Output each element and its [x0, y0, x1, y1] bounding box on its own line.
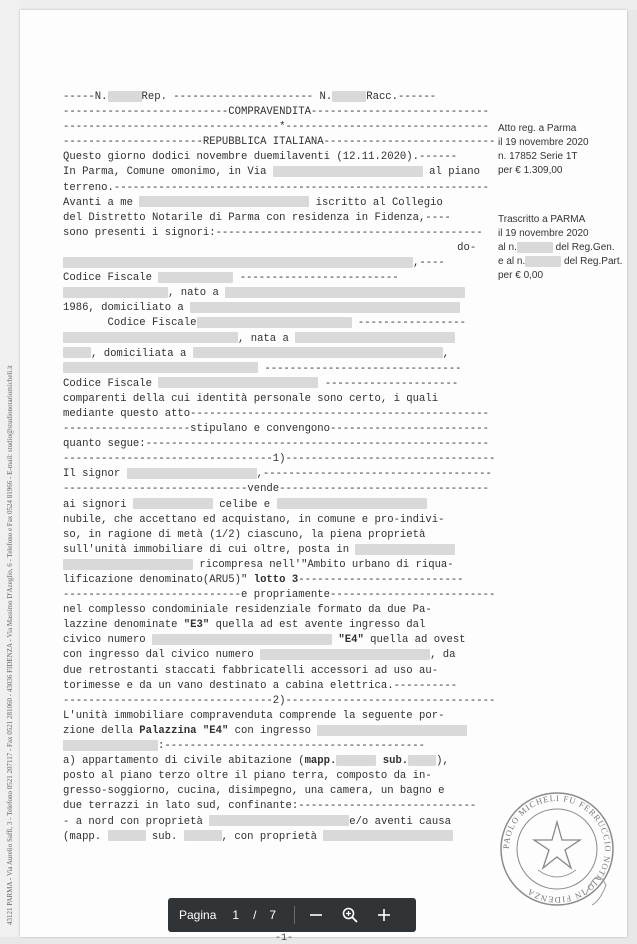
- deed-line: [63, 769, 493, 784]
- page-label: Pagina: [179, 908, 217, 922]
- deed-line-text: con ingresso: [228, 724, 318, 737]
- deed-line-text: ,: [442, 347, 450, 360]
- deed-line-text: a) appartamento di civile abitazione (: [63, 755, 305, 768]
- redaction-block: [63, 740, 158, 751]
- redaction-block: [63, 559, 193, 570]
- deed-line-text: ----------------------------------*--------------------------------: [63, 121, 489, 134]
- registration-line: per € 1.309,00: [498, 165, 563, 176]
- deed-line-text: Codice Fiscale: [63, 272, 159, 285]
- deed-line: [63, 120, 493, 135]
- deed-line-text: nel complesso condominiale residenziale formato da due Pa-: [63, 604, 432, 617]
- transcription-line: [498, 269, 623, 283]
- deed-text: [63, 90, 496, 845]
- deed-line: [63, 754, 493, 769]
- zoom-button[interactable]: [333, 898, 367, 932]
- deed-line: [63, 543, 493, 558]
- redaction-block: [158, 377, 318, 388]
- deed-line: [63, 588, 496, 603]
- deed-line: [63, 784, 493, 799]
- deed-line-text: iscritto al Collegio: [309, 196, 443, 209]
- deed-line: [63, 799, 493, 814]
- deed-line: [63, 467, 493, 482]
- transcription-line: [498, 241, 623, 255]
- redaction-block: [332, 91, 366, 102]
- deed-line: [63, 452, 496, 467]
- deed-line: [63, 558, 493, 573]
- deed-line-text: ---------------------------------2)---------------------------------: [63, 694, 496, 707]
- deed-line-text: --------------------------: [298, 574, 464, 586]
- deed-line: [63, 815, 493, 830]
- redaction-block: [127, 468, 257, 479]
- deed-line: [63, 150, 493, 165]
- deed-line: [63, 603, 493, 618]
- transcription-line-text: del Reg.Gen.: [552, 242, 615, 253]
- deed-line: [63, 830, 493, 845]
- deed-line-text: ricompresa nell'"Ambito urbano di riqua-: [193, 558, 454, 571]
- pdf-toolbar: [168, 898, 416, 932]
- redaction-block: [139, 196, 309, 207]
- redaction-block: [197, 317, 352, 328]
- deed-line: [63, 347, 493, 362]
- deed-line: [63, 618, 493, 633]
- deed-line: [63, 724, 493, 739]
- redaction-block: [193, 347, 443, 358]
- deed-line-bold-text: mapp.: [304, 755, 337, 768]
- deed-line-text: In Parma, Comune omonimo, in Via: [63, 166, 273, 179]
- deed-line-bold-text: sub.: [382, 755, 409, 768]
- deed-line-text: , nata a: [238, 332, 296, 345]
- transcription-line-text: per € 0,00: [498, 270, 544, 281]
- redaction-block: [336, 755, 376, 766]
- deed-line: [63, 181, 493, 196]
- redaction-block: [273, 166, 423, 177]
- deed-line-text: :-----------------------------------------: [158, 740, 426, 753]
- transcription-line-text: del Reg.Part.: [561, 256, 623, 267]
- deed-line-text: zione della: [63, 724, 140, 737]
- deed-line-text: sub.: [145, 830, 184, 843]
- deed-line: [63, 664, 493, 679]
- total-pages: 7: [269, 908, 277, 922]
- deed-line-text: comparenti della cui identità personale sono certo, i quali: [63, 392, 439, 405]
- deed-line: [63, 392, 493, 407]
- minus-icon: [309, 908, 323, 922]
- deed-line: [63, 498, 493, 513]
- transcription-line-text: al n.: [498, 242, 517, 253]
- deed-line-bold-text: Palazzina "E4": [139, 724, 229, 737]
- redaction-block: [152, 634, 332, 645]
- deed-line-text: quanto segue:------------------------------------------------------: [63, 438, 489, 451]
- deed-line-bold-text: "E3": [183, 619, 210, 632]
- deed-line-text: lazzine denominate: [63, 619, 184, 632]
- transcription-line-text: Trascritto a PARMA: [498, 214, 586, 225]
- deed-line-text: Rep. ---------------------- N.: [141, 91, 333, 103]
- redaction-block: [63, 362, 258, 373]
- redaction-block: [63, 347, 91, 358]
- deed-line-text: -----------------------------vende---------------------------------: [63, 483, 489, 496]
- transcription-line-text: e al n.: [498, 256, 526, 267]
- deed-line: [63, 241, 493, 256]
- deed-line-text: lificazione denominato(ARU5)": [63, 574, 254, 586]
- deed-line-text: con ingresso dal civico numero: [63, 649, 261, 662]
- redaction-block: [295, 332, 455, 343]
- deed-line: [63, 362, 493, 377]
- deed-line: [63, 332, 493, 347]
- deed-line-text: Il signor: [63, 468, 127, 481]
- deed-line-text: Avanti a me: [63, 196, 140, 209]
- deed-line-text: so, in ragione di metà (1/2) ciascuno, la piena proprietà: [63, 528, 426, 541]
- deed-line: [63, 316, 493, 331]
- page-separator: /: [253, 908, 257, 922]
- notary-seal: [498, 790, 616, 908]
- deed-line-text: torimesse e da un vano destinato a cabina elettrica.----------: [63, 679, 458, 692]
- transcription-line: [498, 227, 623, 241]
- deed-line-text: , da: [430, 649, 456, 662]
- zoom-out-button[interactable]: [299, 898, 333, 932]
- zoom-in-button[interactable]: [367, 898, 401, 932]
- plus-icon: [377, 908, 391, 922]
- deed-line-text: --------------------stipulano e convengono-------------------------: [63, 423, 489, 436]
- current-page-input[interactable]: 1: [232, 908, 240, 922]
- deed-line-text: , nato a: [168, 287, 226, 300]
- redaction-block: [108, 830, 146, 841]
- redaction-block: [277, 498, 427, 509]
- deed-line-text: gresso-soggiorno, cucina, disimpegno, una camera, un bagno e: [63, 785, 445, 798]
- deed-line-text: due retrostanti staccati fabbricatelli accessori ad uso au-: [63, 664, 439, 677]
- deed-line-text: - a nord con proprietà: [63, 815, 210, 828]
- redaction-block: [408, 755, 436, 766]
- deed-line: [63, 648, 493, 663]
- deed-line-text: -------------------------------: [258, 362, 462, 375]
- page-marker: -1-: [275, 933, 294, 944]
- deed-line-text: sono presenti i signori:------------------------------------------: [63, 226, 483, 239]
- deed-line-text: -----N.: [63, 91, 108, 103]
- redaction-block: [133, 498, 213, 509]
- redaction-block: [517, 242, 553, 253]
- left-strip: [0, 0, 20, 937]
- deed-line: [63, 377, 493, 392]
- deed-line: [63, 513, 493, 528]
- letterhead-side-text: 43121 PARMA - Via Aurelio Saffi, 3 - Telefono 0521 207117 - Fax 0521 281060 - 43036 FIDENZA - Via Massimo D'Azeglio, 6 - Telefono e Fax 0524 81966 - E-mail: studio@studionotariomicheli.it: [6, 364, 14, 925]
- registration-line: Atto reg. a Parma: [498, 123, 577, 134]
- deed-line-text: quella ad est avente ingresso dal: [209, 619, 426, 632]
- transcription-line: [498, 255, 623, 269]
- deed-line: [63, 633, 493, 648]
- deed-line: [63, 286, 493, 301]
- transcription-line-text: il 19 novembre 2020: [498, 228, 589, 239]
- deed-line-text: L'unità immobiliare compravenduta comprende la seguente por-: [63, 709, 445, 722]
- deed-line-text: (mapp.: [63, 830, 108, 843]
- deed-line-text: -----------------: [351, 317, 466, 330]
- deed-line-text: ai signori: [63, 498, 133, 511]
- redaction-block: [190, 302, 460, 313]
- deed-line: [63, 573, 493, 588]
- deed-line-text: Codice Fiscale: [63, 377, 159, 390]
- deed-line-text: mediante questo atto-----------------------------------------------: [63, 407, 489, 420]
- transcription-note: [498, 213, 623, 283]
- zoom-icon: [342, 907, 358, 923]
- deed-line: [63, 211, 493, 226]
- deed-line: [63, 135, 496, 150]
- deed-line-text: -------------------------: [233, 272, 399, 285]
- deed-line: [63, 226, 493, 241]
- registration-note: [498, 122, 623, 178]
- deed-line-text: terreno.-----------------------------------------------------------: [63, 181, 489, 194]
- deed-line: [63, 301, 493, 316]
- deed-line-text: ----------------------REPUBBLICA ITALIANA---------------------------: [63, 136, 496, 149]
- deed-line: [63, 528, 493, 543]
- deed-line-text: ),: [436, 755, 449, 768]
- deed-line-text: ---------------------------------1)---------------------------------: [63, 453, 496, 466]
- deed-line: [63, 437, 493, 452]
- deed-line: [63, 679, 493, 694]
- transcription-line: [498, 213, 623, 227]
- deed-line: [63, 196, 493, 211]
- registration-line: n. 17852 Serie 1T: [498, 151, 578, 162]
- deed-line: [63, 694, 496, 709]
- redaction-block: [317, 725, 467, 736]
- deed-line-text: civico numero: [63, 634, 153, 647]
- deed-line: [63, 709, 493, 724]
- deed-line-text: , con proprietà: [221, 830, 324, 843]
- redaction-block: [63, 287, 168, 298]
- redaction-block: [209, 815, 349, 826]
- deed-line-text: del Distretto Notarile di Parma con residenza in Fidenza,----: [63, 211, 451, 224]
- redaction-block: [108, 91, 142, 102]
- redaction-block: [63, 257, 413, 268]
- deed-line-text: celibe e: [212, 498, 277, 511]
- deed-line-text: --------------------------COMPRAVENDITA----------------------------: [63, 106, 489, 119]
- deed-line: [63, 256, 493, 271]
- deed-line: [63, 739, 493, 754]
- redaction-block: [225, 287, 465, 298]
- deed-line-text: Racc.------: [366, 91, 437, 103]
- toolbar-divider: [294, 906, 295, 924]
- deed-line: [63, 407, 493, 422]
- deed-line-text: posto al piano terzo oltre il piano terra, composto da in-: [63, 770, 432, 783]
- redaction-block: [63, 332, 238, 343]
- deed-line-bold-text: lotto 3: [253, 574, 299, 586]
- deed-line-text: al piano: [422, 166, 481, 179]
- redaction-block: [184, 830, 222, 841]
- deed-line-text: sull'unità immobiliare di cui oltre, posta in: [63, 543, 356, 556]
- deed-line: [63, 482, 493, 497]
- redaction-block: [355, 544, 455, 555]
- deed-line-text: ,------------------------------------: [256, 468, 492, 481]
- deed-line-text: ---------------------: [318, 377, 459, 390]
- redaction-block: [260, 649, 430, 660]
- deed-line: [63, 105, 493, 120]
- deed-line-text: ----------------------------e propriamente--------------------------: [63, 589, 496, 602]
- deed-line: [63, 271, 493, 286]
- redaction-block: [525, 256, 561, 267]
- deed-line-text: due terrazzi in lato sud, confinante:----------------------------: [63, 800, 477, 813]
- deed-line: [63, 422, 493, 437]
- deed-line-text: nubile, che accettano ed acquistano, in comune e pro-indivi-: [63, 513, 445, 526]
- registration-line: il 19 novembre 2020: [498, 137, 589, 148]
- redaction-block: [158, 272, 233, 283]
- deed-line-text: 1986, domiciliato a: [63, 302, 191, 315]
- deed-line-text: Questo giorno dodici novembre duemilaventi (12.11.2020).------: [63, 151, 458, 164]
- deed-line-bold-text: "E4": [338, 634, 364, 647]
- deed-line-text: ,----: [413, 257, 445, 270]
- deed-line: [63, 90, 493, 105]
- deed-line-text: quella ad ovest: [363, 634, 466, 647]
- redaction-block: [323, 830, 453, 841]
- svg-text:PAOLO MICHELI FU FERRUCCIO NOT: PAOLO MICHELI FU FERRUCCIO NOTAIO IN FIDENZA: [500, 792, 614, 906]
- deed-line-text: do-: [63, 241, 477, 254]
- deed-line-text: Codice Fiscale: [63, 317, 197, 330]
- deed-line-text: , domiciliata a: [91, 347, 193, 360]
- deed-line: [63, 165, 493, 180]
- top-strip: [0, 0, 637, 10]
- document-page: [20, 10, 627, 944]
- deed-line-text: e/o aventi causa: [349, 815, 451, 828]
